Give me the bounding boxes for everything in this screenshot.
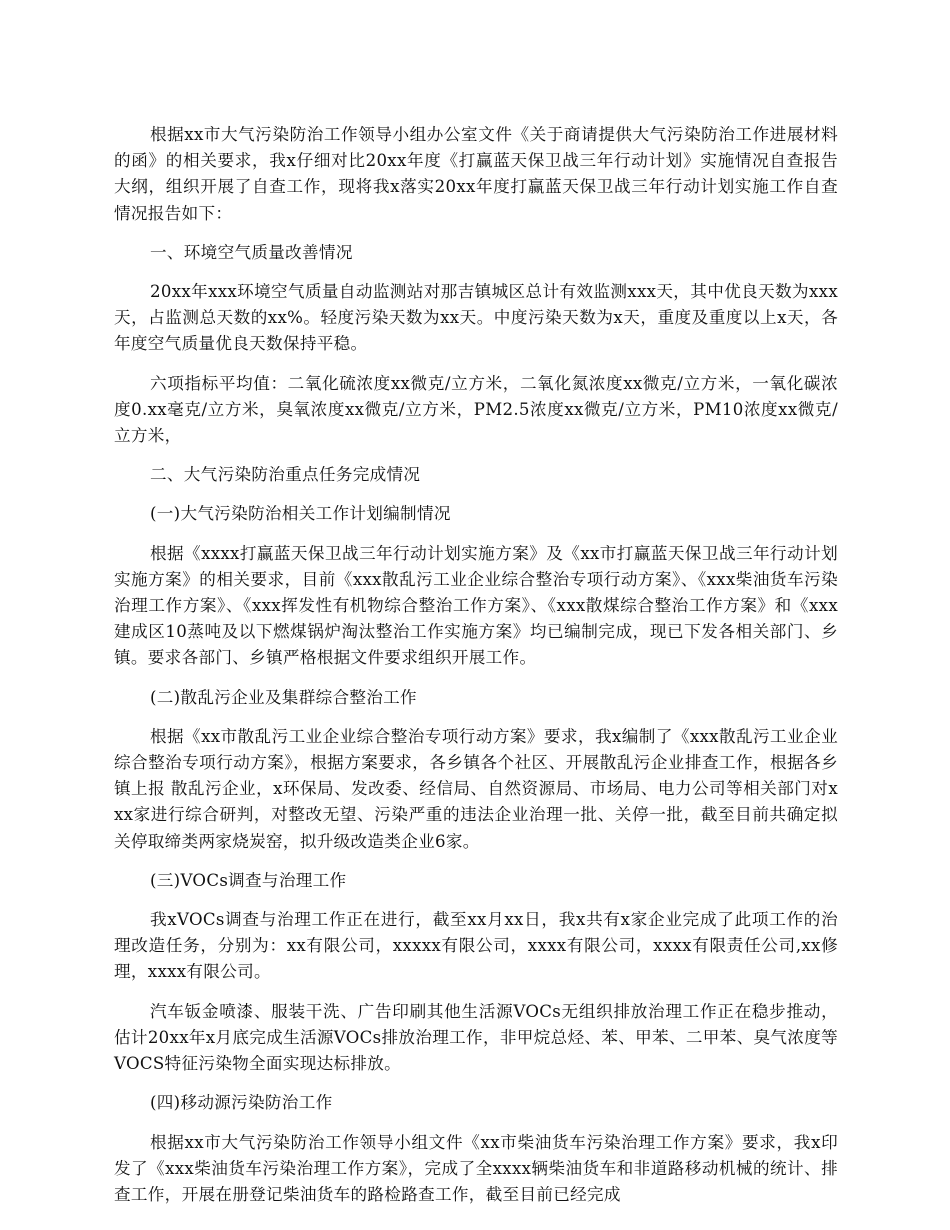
subsection-heading-plans: (一)大气污染防治相关工作计划编制情况 [150, 504, 451, 524]
plans-paragraph: 根据《xxxx打赢蓝天保卫战三年行动计划实施方案》及《xx市打赢蓝天保卫战三年行动计划实施方案》的相关要求，目前《xxx散乱污工业企业综合整治专项行动方案》、《xxx柴油货车污染治理工作方案》、《xxx挥发性有机物综合整治工作方案》、《xxx散煤综合整治工作方案》和《xxx建成区10蒸吨及以下燃煤锅炉淘汰整治工作实施方案》均已编制完成，现已下发各相关部门、乡镇。要求各部门、乡镇严格根据文件要求组织开展工作。 [114, 543, 838, 668]
document-body [114, 122, 838, 1221]
scattered-enterprises-paragraph: 根据《xx市散乱污工业企业综合整治专项行动方案》要求，我x编制了《xxx散乱污工业企业综合整治专项行动方案》，根据方案要求，各乡镇各个社区、开展散乱污企业排查工作，根据各乡镇上报 散乱污企业，x环保局、发改委、经信局、自然资源局、市场局、电力公司等相关部门对xxx家进行综合研判，对整改无望、污染严重的违法企业治理一批、关停一批，截至目前共确定拟关停取缔类两家烧炭窑，拟升级改造类企业6家。 [114, 726, 838, 851]
intro-paragraph: 根据xx市大气污染防治工作领导小组办公室文件《关于商请提供大气污染防治工作进展材料的函》的相关要求，我x仔细对比20xx年度《打赢蓝天保卫战三年行动计划》实施情况自查报告大纲，组织开展了自查工作，现将我x落实20xx年度打赢蓝天保卫战三年行动计划实施工作自查情况报告如下： [114, 125, 838, 223]
subsection-heading-vocs: (三)VOCs调查与治理工作 [150, 870, 347, 890]
indicator-paragraph: 六项指标平均值：二氧化硫浓度xx微克/立方米，二氧化氮浓度xx微克/立方米，一氧化碳浓度0.xx毫克/立方米，臭氧浓度xx微克/立方米，PM2.5浓度xx微克/立方米，PM10浓度xx微克/立方米， [114, 373, 838, 446]
mobile-source-paragraph: 根据xx市大气污染防治工作领导小组文件《xx市柴油货车污染治理工作方案》要求，我x印发了《xxx柴油货车污染治理工作方案》，完成了全xxxx辆柴油货车和非道路移动机械的统计、排查工作，开展在册登记柴油货车的路检路查工作，截至目前已经完成 [114, 1132, 838, 1204]
section-heading-air-quality: 一、环境空气质量改善情况 [150, 242, 353, 262]
vocs-paragraph: 我xVOCs调查与治理工作正在进行，截至xx月xx日，我x共有x家企业完成了此项工作的治理改造任务，分别为：xx有限公司，xxxxx有限公司，xxxx有限公司，xxxx有限责任公司,xx修理，xxxx有限公司。 [114, 910, 838, 982]
subsection-heading-mobile-source: (四)移动源污染防治工作 [150, 1093, 333, 1113]
section-heading-key-tasks: 二、大气污染防治重点任务完成情况 [150, 465, 421, 485]
subsection-heading-scattered-enterprises: (二)散乱污企业及集群综合整治工作 [150, 687, 417, 707]
air-quality-paragraph: 20xx年xxx环境空气质量自动监测站对那吉镇城区总计有效监测xxx天，其中优良天数为xxx天，占监测总天数的xx%。轻度污染天数为xx天。中度污染天数为x天，重度及重度以上x天，各年度空气质量优良天数保持平稳。 [114, 282, 838, 354]
vocs-living-source-paragraph: 汽车钣金喷漆、服装干洗、广告印刷其他生活源VOCs无组织排放治理工作正在稳步推动，估计20xx年x月底完成生活源VOCs排放治理工作，非甲烷总烃、苯、甲苯、二甲苯、臭气浓度等VOCS特征污染物全面实现达标排放。 [114, 1001, 838, 1074]
